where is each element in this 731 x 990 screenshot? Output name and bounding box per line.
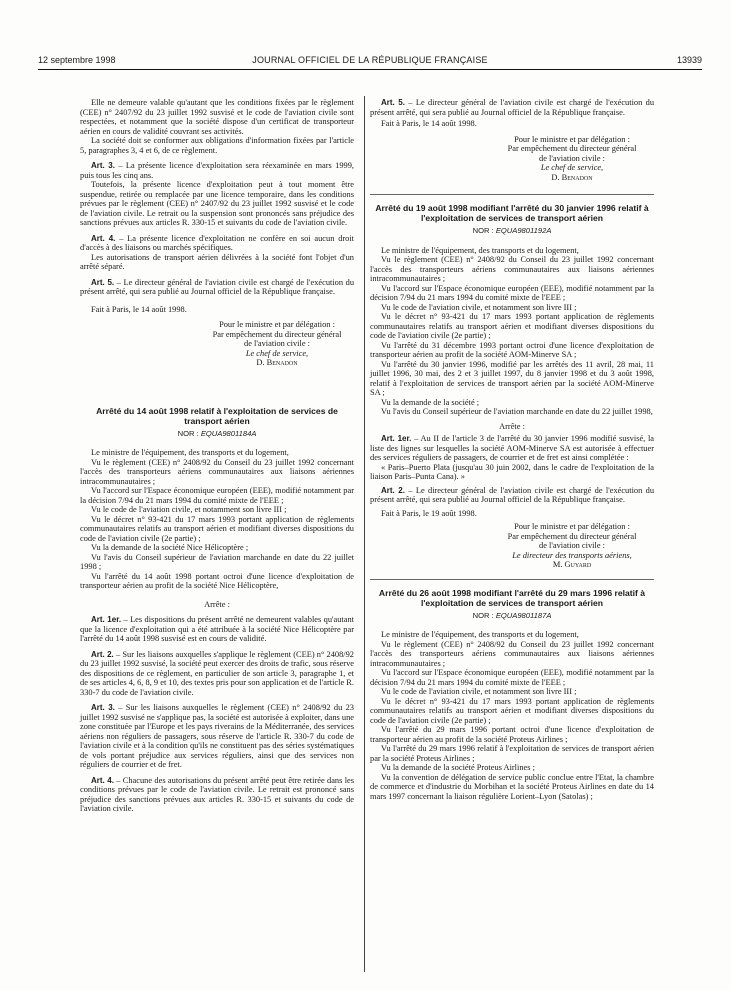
header-title: JOURNAL OFFICIEL DE LA RÉPUBLIQUE FRANÇAISE: [252, 55, 488, 65]
paragraph: Vu le décret n° 93-421 du 17 mars 1993 portant application de règlements communautaires relatifs au transport aérien et modifiant diverses dispositions du code de l'aviation civile (2e partie) ;: [370, 696, 654, 725]
article-2: Art. 2. – Sur les liaisons auxquelles s'applique le règlement (CEE) n° 2408/92 du 23 juillet 1992 susvisé, la société peut exercer des droits de trafic, sous réserve des dispositions de ce règlement, en particulier de son article 3, paragraphe 1, et de ses articles 4, 6, 8, 9 et 10, des textes pris pour son application et de l'article R. 330-7 du code de l'aviation civile.: [80, 649, 354, 697]
article-label: Art. 4.: [91, 775, 114, 785]
paragraph: Vu l'arrêté du 30 janvier 1996, modifié par les arrêtés des 11 avril, 28 mai, 11 juillet 1996, 30 mai, des 2 et 3 juillet 1997, du 8 janvier 1998 et du 3 août 1998, relatif à l'exploitation de services de transport aérien par la société AOM-Minerve SA ;: [370, 359, 654, 397]
paragraph: Vu la demande de la société Nice Hélicoptère ;: [91, 543, 249, 552]
paragraph: Vu l'arrêté du 29 mars 1996 portant octroi d'une licence d'exploitation de transporteur aérien au profit de la société Proteus Airlines ;: [370, 725, 654, 744]
article-label: Art. 4.: [91, 233, 116, 243]
paragraph: Vu l'arrêté du 29 mars 1996 relatif à l'exploitation de services de transport aérien par la société Proteus Airlines ;: [370, 744, 654, 763]
paragraph: Vu l'arrêté du 14 août 1998 portant octroi d'une licence d'exploitation de transporteur aérien au profit de la société Nice Hélicoptère,: [80, 571, 354, 590]
signature-block: Pour le ministre et par délégation : Par empêchement du directeur général de l'aviation civile : Le chef de service, D. Benadon: [80, 320, 354, 368]
paragraph: Vu l'avis du Conseil supérieur de l'aviation marchande en date du 22 juillet 1998,: [381, 407, 653, 416]
arrete-heading: Arrête :: [499, 421, 525, 431]
header-page-number: 13939: [676, 55, 702, 65]
column-divider: [364, 96, 365, 972]
decree-title: Arrêté du 14 août 1998 relatif à l'exploitation de services de transport aérien: [96, 405, 338, 426]
page-header: [38, 55, 702, 69]
article-4: Art. 4. – La présente licence d'exploitation ne confère en soi aucun droit d'accès à des liaisons ou marchés spécifiques.: [80, 233, 355, 252]
paragraph: « Paris–Puerto Plata (jusqu'au 30 juin 2002, dans le cadre de l'exploitation de la liaison Paris–Punta Cana). »: [370, 462, 654, 481]
paragraph: Vu l'accord sur l'Espace économique européen (EEE), modifié notamment par la décision 7/94 du 21 mars 1994 du comité mixte de l'EEE ;: [80, 486, 354, 505]
paragraph: Vu le décret n° 93-421 du 17 mars 1993 portant application de règlements communautaires relatifs au transport aérien et modifiant diverses dispositions du code de l'aviation civile (2e partie) ;: [370, 312, 654, 340]
paragraph: La société doit se conformer aux obligations d'information fixées par l'article 5, paragraphes 3, 4 et 6, de ce règlement.: [80, 136, 354, 155]
paragraph: Vu la demande de la société ;: [381, 397, 480, 407]
signature-block: Pour le ministre et par délégation : Par empêchement du directeur général de l'aviation civile : Le chef de service, D. Benadon: [370, 135, 654, 183]
date-place: Fait à Paris, le 19 août 1998.: [381, 508, 477, 518]
article-2: Art. 2. – Le directeur général de l'aviation civile est chargé de l'exécution du présent arrêté, qui sera publié au Journal officiel de la République française.: [370, 485, 655, 504]
article-label: Art. 3.: [91, 703, 115, 712]
article-1: Art. 1er. – Au II de l'article 3 de l'arrêté du 30 janvier 1996 modifié susvisé, la liste des lignes sur lesquelles la société AOM-Minerve SA est autorisée à effectuer des services réguliers de passagers, de courrier et de fret est ainsi complétée :: [370, 434, 654, 462]
paragraph: Le ministre de l'équipement, des transports et du logement,: [381, 630, 579, 639]
nor-reference: NOR : EQUA9801192A: [472, 226, 552, 235]
paragraph: Elle ne demeure valable qu'autant que les conditions fixées par le règlement (CEE) n° 2407/92 du 23 juillet 1992 susvisé et le code de l'aviation civile sont respectées, et notamment que la société dispose d'un certificat de transporteur aérien en cours de validité couvrant ses activités.: [80, 98, 354, 136]
paragraph: Vu le code de l'aviation civile, et notamment son livre III ;: [381, 687, 577, 696]
signatory-name: D. Benadon: [551, 172, 593, 182]
article-label: Art. 2.: [381, 485, 405, 495]
section-separator: [370, 579, 654, 580]
section-separator: [370, 194, 654, 195]
paragraph: Vu le décret n° 93-421 du 17 mars 1993 portant application de règlements communautaires relatifs au transport aérien et modifiant diverses dispositions du code de l'aviation civile (2e partie) ;: [80, 514, 354, 543]
paragraph: Vu l'accord sur l'Espace économique européen (EEE), modifié notamment par la décision 7/94 du 21 mars 1994 du comité mixte de l'EEE ;: [370, 668, 654, 687]
paragraph: Vu le code de l'aviation civile, et notamment son livre III ;: [91, 505, 287, 514]
paragraph: Les autorisations de transport aérien délivrées à la société font l'objet d'un arrêté séparé.: [80, 252, 354, 271]
article-5: Art. 5. – Le directeur général de l'aviation civile est chargé de l'exécution du présent arrêté, qui sera publié au Journal officiel de la République française.: [370, 98, 655, 117]
date-place: Fait à Paris, le 14 août 1998.: [381, 119, 477, 128]
arrete-heading: Arrête :: [204, 599, 230, 609]
nor-reference: NOR : EQUA9801184A: [177, 428, 257, 438]
article-3: Art. 3. – La présente licence d'exploitation sera réexaminée en mars 1999, puis tous les cinq ans.: [80, 161, 355, 180]
left-column: [80, 98, 354, 814]
decree-title: Arrêté du 19 août 1998 modifiant l'arrêté du 30 janvier 1996 relatif à l'exploitation de services de transport aérien: [375, 203, 649, 223]
article-label: Art. 2.: [91, 649, 114, 659]
paragraph: Vu le règlement (CEE) n° 2408/92 du Conseil du 23 juillet 1992 concernant l'accès des transporteurs aériens communautaires aux liaisons aériennes intracommunautaires ;: [370, 639, 654, 668]
paragraph: Vu l'arrêté du 31 décembre 1993 portant octroi d'une licence d'exploitation de transporteur aérien au profit de la société AOM-Minerve SA ;: [370, 340, 654, 359]
signature-block: Pour le ministre et par délégation : Par empêchement du directeur général de l'aviation civile : Le directeur des transports aériens, M. Guyard: [370, 522, 654, 570]
article-label: Art. 5.: [91, 277, 115, 287]
article-label: Art. 3.: [91, 161, 115, 170]
right-column: [370, 98, 654, 801]
article-label: Art. 5.: [381, 98, 405, 107]
paragraph: Vu le règlement (CEE) n° 2408/92 du Conseil du 23 juillet 1992 concernant l'accès des transporteurs aériens communautaires aux liaisons aériennes intracommunautaires ;: [370, 255, 654, 283]
paragraph: Vu le code de l'aviation civile, et notamment son livre III ;: [381, 302, 577, 312]
signatory-name: M. Guyard: [552, 560, 592, 569]
article-1: Art. 1er. – Les dispositions du présent arrêté ne demeurent valables qu'autant que la licence d'exploitation qui a été attribuée à la société Nice Hélicoptère par l'arrêté du 14 août 1998 susvisé est en cours de validité.: [80, 615, 354, 643]
header-rule: [38, 69, 702, 70]
paragraph: Vu la demande de la société Proteus Airlines ;: [381, 763, 535, 772]
article-label: Art. 1er.: [91, 615, 122, 624]
signatory-name: D. Benadon: [256, 358, 298, 367]
paragraph: Le ministre de l'équipement, des transports et du logement,: [91, 448, 289, 457]
paragraph: Toutefois, la présente licence d'exploitation peut à tout moment être suspendue, retirée ou remplacée par une licence temporaire, dans les conditions prévues par le règlement (CEE) n° 2407/92 du 23 juillet 1992 susvisé et le code de l'aviation civile. Le retrait ou la suspension sont prononcés sans préjudice des sanctions prévues aux articles R. 330-15 et suivants du code de l'aviation civile.: [80, 180, 354, 227]
date-place: Fait à Paris, le 14 août 1998.: [91, 304, 187, 314]
article-label: Art. 1er.: [381, 434, 412, 443]
nor-reference: NOR : EQUA9801187A: [472, 610, 552, 620]
decree-title: Arrêté du 26 août 1998 modifiant l'arrêté du 29 mars 1996 relatif à l'exploitation de services de transport aérien: [378, 587, 646, 608]
article-5: Art. 5. – Le directeur général de l'aviation civile est chargé de l'exécution du présent arrêté, qui sera publié au Journal officiel de la République française.: [80, 277, 355, 296]
paragraph: Vu l'accord sur l'Espace économique européen (EEE), modifié notamment par la décision 7/94 du 21 mars 1994 du comité mixte de l'EEE ;: [370, 283, 654, 302]
header-date: 12 septembre 1998: [38, 55, 116, 65]
article-3: Art. 3. – Sur les liaisons auxquelles le règlement (CEE) n° 2408/92 du 23 juillet 1992 susvisé ne s'applique pas, la société est autorisée à exploiter, dans une zone constituée par l'Europe et les pays riverains de la Méditerranée, des services aériens non réguliers de passagers, sous réserve de l'article R. 330-7 du code de l'aviation civile et à la condition qu'ils ne constituent pas des séries systématiques de vols portant préjudice aux services réguliers, ainsi que des services non réguliers de courrier et de fret.: [80, 703, 354, 769]
paragraph: Vu le règlement (CEE) n° 2408/92 du Conseil du 23 juillet 1992 concernant l'accès des transporteurs aériens communautaires aux liaisons aériennes intracommunautaires ;: [80, 457, 354, 486]
article-4: Art. 4. – Chacune des autorisations du présent arrêté peut être retirée dans les conditions prévues par le code de l'aviation civile. Le retrait est prononcé sans préjudice des sanctions prévues aux articles R. 330-15 et suivants du code de l'aviation civile.: [80, 775, 355, 813]
paragraph: Vu l'avis du Conseil supérieur de l'aviation marchande en date du 22 juillet 1998 ;: [80, 552, 354, 571]
paragraph: Le ministre de l'équipement, des transports et du logement,: [381, 245, 579, 255]
paragraph: Vu la convention de délégation de service public conclue entre l'Etat, la chambre de commerce et d'industrie du Morbihan et la société Proteus Airlines en date du 14 mars 1997 concernant la liaison régulière Lorient–Lyon (Satolas) ;: [370, 772, 654, 801]
